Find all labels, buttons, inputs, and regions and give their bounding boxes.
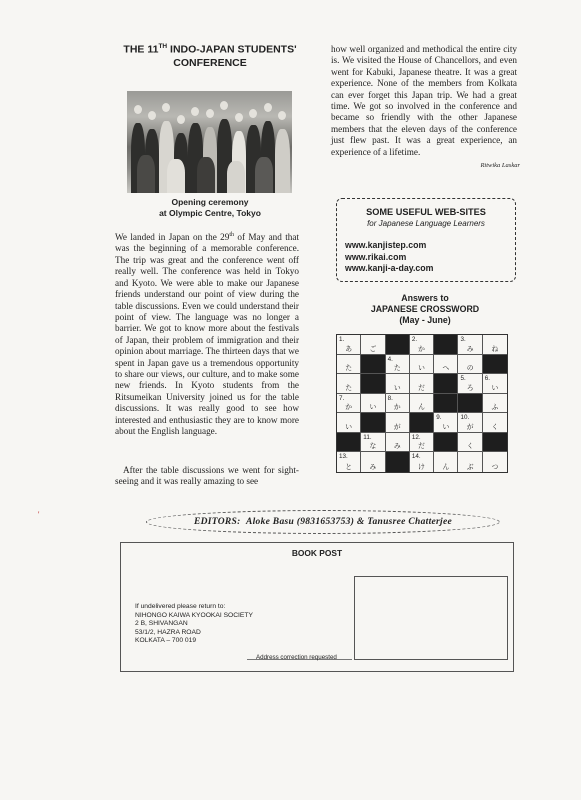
crossword-heading-line: Answers to (401, 293, 449, 303)
photo-caption (120, 197, 300, 219)
crossword-cell (386, 374, 410, 394)
crossword-cell (410, 394, 434, 414)
cell-answer: ふ (491, 404, 499, 411)
cell-answer: ん (418, 404, 425, 411)
crossword-black-cell (337, 433, 361, 453)
editors-names: Aloke Basu (9831653753) & Tanusree Chatterjee (245, 517, 452, 527)
cell-answer: つ (491, 463, 499, 471)
editors-banner (146, 510, 500, 534)
paragraph-superscript: th (229, 232, 235, 238)
cell-answer: た (345, 365, 353, 372)
crossword-black-cell (434, 374, 458, 394)
book-post-title: BOOK POST (291, 548, 343, 558)
cell-answer: か (345, 404, 353, 411)
crossword-cell (337, 335, 361, 355)
cell-number: 6. (484, 375, 491, 382)
cell-answer: い (345, 423, 353, 431)
return-line: NIHONGO KAIWA KYOOKAI SOCIETY (135, 611, 253, 619)
cell-number: 13. (339, 453, 348, 460)
crossword-cell (410, 355, 434, 375)
article-paragraph (115, 230, 299, 437)
cell-number: 8. (387, 394, 393, 402)
crossword-cell (386, 394, 410, 414)
return-line: 53/1/2, HAZRA ROAD (135, 628, 201, 636)
article-title (110, 40, 310, 70)
cell-number: 11. (363, 433, 372, 441)
crossword-cell (483, 413, 507, 433)
crossword-cell (410, 452, 434, 472)
crossword-cell (410, 374, 434, 394)
crossword-cell (434, 355, 458, 375)
crossword-cell (361, 335, 385, 355)
crossword-cell (337, 413, 361, 433)
website-link[interactable]: www.kanjistep.com (345, 240, 427, 250)
crossword-black-cell (386, 452, 410, 472)
crossword-cell (361, 433, 385, 453)
group-photo (127, 91, 292, 193)
crossword-black-cell (361, 413, 385, 433)
cell-answer: ん (442, 463, 450, 471)
crossword-cell (386, 413, 410, 433)
crossword-black-cell (434, 335, 458, 355)
crossword-cell (434, 413, 458, 433)
cell-number: 2. (411, 336, 418, 343)
crossword-cell (386, 355, 410, 375)
cell-number: 4. (387, 355, 393, 363)
cell-answer: い (369, 404, 377, 411)
title-text: THE 11 (123, 43, 159, 56)
stray-mark: ' (38, 510, 40, 519)
websites-box (336, 198, 516, 282)
crossword-cell (483, 394, 507, 414)
websites-subtitle: for Japanese Language Learners (367, 219, 485, 228)
websites-title: SOME USEFUL WEB-SITES (366, 207, 486, 217)
cell-answer: く (491, 423, 499, 431)
cell-answer: ご (369, 345, 377, 353)
cell-number: 7. (339, 394, 345, 402)
crossword-cell (483, 374, 507, 394)
cell-answer: ろ (466, 384, 474, 392)
crossword-cell (483, 452, 507, 472)
crossword-cell (458, 374, 482, 394)
title-text-rest: INDO-JAPAN STUDENTS' CONFERENCE (167, 43, 297, 69)
return-line: If undelivered please return to: (135, 603, 226, 610)
crossword-black-cell (386, 335, 410, 355)
cell-answer: み (369, 463, 377, 471)
website-link[interactable]: www.kanji-a-day.com (345, 263, 434, 273)
cell-number: 1. (339, 336, 345, 343)
book-post-box (120, 542, 514, 672)
cell-number: 12. (411, 433, 421, 441)
cell-answer: い (442, 423, 450, 431)
author-signature: Ritwika Laskar (480, 162, 520, 169)
paragraph-text: We landed in Japan on the 29 (115, 232, 230, 243)
cell-answer: だ (418, 384, 425, 392)
cell-number: 5. (460, 375, 466, 382)
cell-answer: が (393, 423, 401, 431)
crossword-cell (361, 394, 385, 414)
cell-answer: ね (491, 345, 499, 353)
websites-list (345, 240, 433, 275)
crossword-cell (458, 452, 482, 472)
crossword-black-cell (361, 374, 385, 394)
crossword-cell (337, 452, 361, 472)
address-correction-note: Address correction requested (256, 654, 337, 661)
crossword-heading-line: (May - June) (399, 315, 451, 325)
crossword-cell (458, 355, 482, 375)
cell-number: 14. (411, 453, 421, 460)
editors-label: EDITORS: (194, 517, 241, 527)
crossword-cell (483, 335, 507, 355)
crossword-cell (337, 374, 361, 394)
caption-line: Opening ceremony (171, 197, 249, 207)
cell-answer: か (393, 404, 401, 411)
cell-answer: あ (345, 345, 353, 353)
cell-answer: く (466, 443, 474, 450)
crossword-black-cell (483, 355, 507, 375)
cell-answer: い (393, 384, 401, 392)
cell-answer: い (418, 365, 425, 372)
article-paragraph-continued: how well organized and methodical the entire city is. We visited the House of Chancellors, and even went for Kabuki, Japanese theatre. It was a great experience. None of the members from Kolkata can ever forget this Japan trip. We had a great time. We got so involved in the conference and became so friendly with the other Japanese members that the eleven days of the conference just flew past. It was a great experience, an experience of a lifetime. (331, 44, 517, 157)
return-line: 2 B, SHIVANGAN (135, 620, 188, 628)
website-link[interactable]: www.rikai.com (345, 251, 407, 262)
cell-answer: ぶ (466, 463, 474, 471)
cell-answer: な (369, 443, 377, 450)
cell-answer: と (345, 463, 353, 471)
cell-answer: た (393, 365, 401, 372)
cell-answer: か (418, 345, 425, 353)
cell-answer: だ (418, 443, 425, 450)
cell-answer: み (466, 345, 474, 353)
cell-answer: け (418, 463, 425, 471)
crossword-cell (434, 452, 458, 472)
crossword-cell (458, 433, 482, 453)
crossword-black-cell (458, 394, 482, 414)
crossword-cell (410, 335, 434, 355)
caption-line: at Olympic Centre, Tokyo (159, 208, 261, 218)
cell-number: 9. (436, 414, 442, 421)
crossword-heading (335, 293, 515, 326)
paragraph-text: of May and that was the beginning of a memorable conference. The trip was great and the conference went off really well. The conference was held in Tokyo and Kyoto. We were able to make our Japanese friends understand our point of view during the table discussions. Even we could understand their point of view. The language was no longer a barrier. We got to know more about the festivals of Japan, their problem of immigration and their opinion about marriage. The thirteen days that we spent in Japan gave us a tremendous opportunity to share our views, our culture, and to make some new friends. In Kyoto students from the Ritsumeikan University joined us for the table discussions. It was really good to see how interested and enthusiastic they are to know more about the English language. (115, 232, 299, 436)
title-superscript: TH (158, 43, 168, 50)
cell-answer: み (393, 443, 401, 450)
cell-number: 10. (460, 414, 470, 421)
crossword-heading-line: JAPANESE CROSSWORD (370, 304, 480, 314)
crossword-black-cell (434, 433, 458, 453)
crossword-cell (361, 452, 385, 472)
crossword-black-cell (410, 413, 434, 433)
crossword-grid (336, 334, 508, 473)
crossword-cell (458, 413, 482, 433)
cell-answer: へ (442, 365, 450, 372)
article-paragraph: After the table discussions we went for sight- seeing and it was really amazing to see (115, 465, 299, 487)
crossword-black-cell (483, 433, 507, 453)
cell-answer: の (466, 365, 474, 372)
crossword-cell (458, 335, 482, 355)
crossword-cell (337, 394, 361, 414)
crossword-cell (410, 433, 434, 453)
cell-answer: い (491, 384, 499, 392)
cell-answer: た (345, 384, 353, 392)
cell-number: 3. (460, 336, 466, 343)
crossword-cell (386, 433, 410, 453)
crossword-black-cell (361, 355, 385, 375)
cell-answer: が (466, 423, 474, 431)
crossword-black-cell (434, 394, 458, 414)
address-box (354, 576, 508, 660)
return-address (135, 603, 253, 646)
crossword-cell (337, 355, 361, 375)
return-line: KOLKATA – 700 019 (135, 637, 197, 645)
